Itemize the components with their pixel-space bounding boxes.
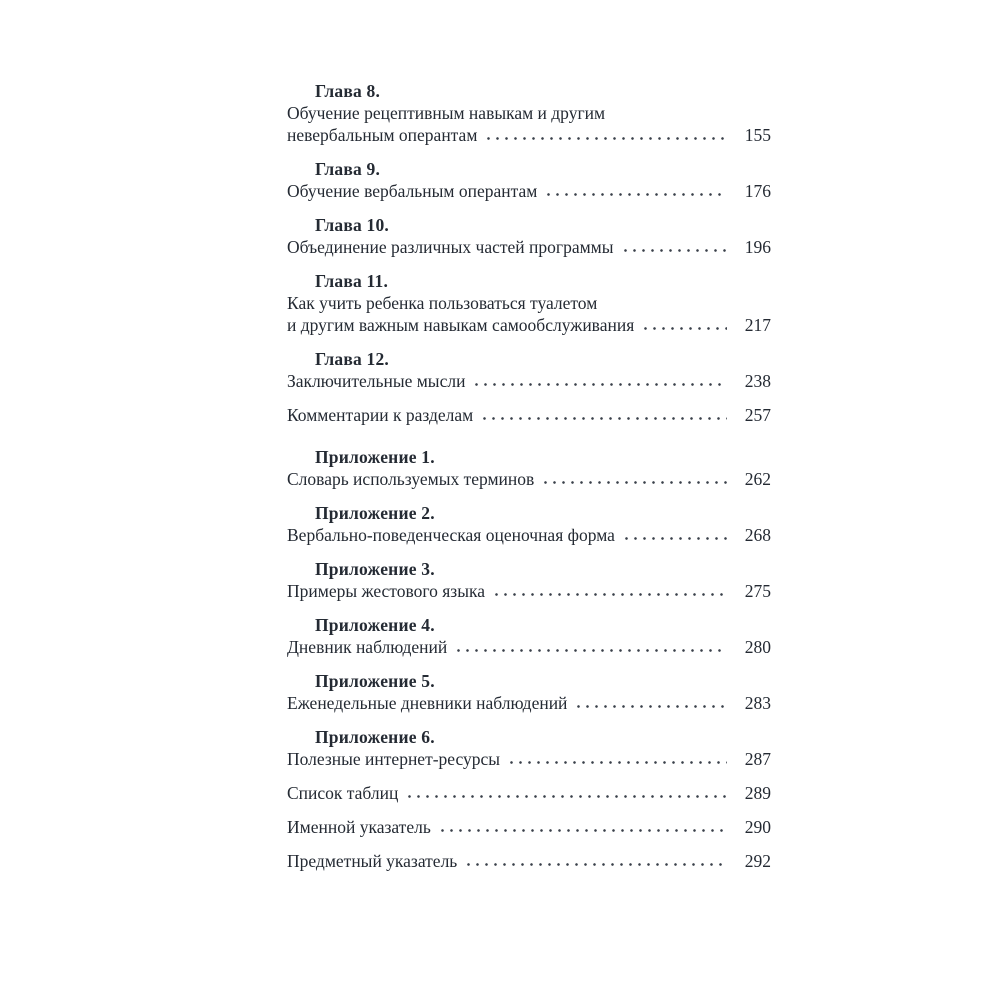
toc-entry-line xyxy=(287,404,771,426)
toc-entry-heading: Глава 12. xyxy=(315,349,389,369)
toc-entry xyxy=(287,446,771,490)
toc-entry-title: Комментарии к разделам xyxy=(287,405,474,425)
toc-entry-line xyxy=(287,236,771,258)
dot-leader xyxy=(621,248,727,253)
toc-entry-page-number: 287 xyxy=(744,749,771,769)
toc-entry xyxy=(287,670,771,714)
toc-entry-line xyxy=(287,748,771,770)
dot-leader xyxy=(464,862,727,867)
toc-entry-page-number: 155 xyxy=(744,125,771,145)
toc-entry-title: Полезные интернет-ресурсы xyxy=(287,749,501,769)
toc-entry-title: Дневник наблюдений xyxy=(287,637,448,657)
toc-entry-title: Словарь используемых терминов xyxy=(287,469,535,489)
toc-entry-page-number: 280 xyxy=(744,637,771,657)
toc-entry-line xyxy=(287,580,771,602)
dot-leader xyxy=(438,828,727,833)
toc-entry-title: Еженедельные дневники наблюдений xyxy=(287,693,568,713)
dot-leader xyxy=(405,794,727,799)
toc-entry-page-number: 283 xyxy=(744,693,771,713)
toc-entry-title: Объединение различных частей программы xyxy=(287,237,614,257)
toc-entry-line xyxy=(287,124,771,146)
toc-entry-page-number: 275 xyxy=(744,581,771,601)
toc-entry-heading: Приложение 4. xyxy=(315,615,435,635)
toc-entry-title: Примеры жестового языка xyxy=(287,581,485,601)
dot-leader xyxy=(622,536,727,541)
toc-entry-title: Как учить ребенка пользоваться туалетом xyxy=(287,293,598,313)
toc-entry-title: и другим важным навыкам самообслуживания xyxy=(287,315,635,335)
toc-entry-title: Вербально-поведенческая оценочная форма xyxy=(287,525,615,545)
toc-entry-page-number: 196 xyxy=(744,237,771,257)
toc-entry-line xyxy=(287,370,771,392)
toc-entry-line xyxy=(287,782,771,804)
toc-entry xyxy=(287,502,771,546)
toc-entry xyxy=(287,214,771,258)
toc-list xyxy=(287,80,771,884)
toc-entry-line xyxy=(287,468,771,490)
toc-entry-page-number: 257 xyxy=(744,405,771,425)
toc-entry xyxy=(287,782,771,804)
toc-entry-heading: Приложение 1. xyxy=(315,447,435,467)
toc-entry-page-number: 292 xyxy=(744,851,771,871)
toc-entry-page-number: 176 xyxy=(744,181,771,201)
toc-entry xyxy=(287,80,771,146)
toc-entry-page-number: 262 xyxy=(744,469,771,489)
dot-leader xyxy=(454,648,727,653)
toc-entry-line xyxy=(287,816,771,838)
toc-entry xyxy=(287,404,771,426)
toc-entry-heading: Глава 11. xyxy=(315,271,389,291)
toc-entry-page-number: 290 xyxy=(744,817,771,837)
toc-entry-line xyxy=(287,692,771,714)
toc-entry-page-number: 289 xyxy=(744,783,771,803)
toc-entry-line xyxy=(287,524,771,546)
dot-leader xyxy=(484,136,727,141)
toc-entry-line xyxy=(287,850,771,872)
toc-entry xyxy=(287,850,771,872)
dot-leader xyxy=(541,480,727,485)
toc-entry xyxy=(287,270,771,336)
dot-leader xyxy=(641,326,727,331)
toc-entry-title: Обучение вербальным оперантам xyxy=(287,181,538,201)
toc-entry-title: Предметный указатель xyxy=(287,851,458,871)
toc-entry xyxy=(287,348,771,392)
toc-entry-heading: Приложение 5. xyxy=(315,671,435,691)
dot-leader xyxy=(507,760,727,765)
dot-leader xyxy=(480,416,727,421)
toc-entry-line xyxy=(287,180,771,202)
toc-entry-line xyxy=(287,314,771,336)
toc-entry-heading: Глава 8. xyxy=(315,81,381,101)
toc-entry-page-number: 268 xyxy=(744,525,771,545)
toc-entry-title: Список таблиц xyxy=(287,783,399,803)
toc-entry-line xyxy=(287,102,771,124)
toc-entry xyxy=(287,816,771,838)
toc-entry-title: Заключительные мысли xyxy=(287,371,466,391)
toc-entry xyxy=(287,614,771,658)
toc-entry-title: невербальным оперантам xyxy=(287,125,478,145)
toc-entry-line xyxy=(287,292,771,314)
toc-entry-heading: Приложение 2. xyxy=(315,503,435,523)
toc-entry xyxy=(287,158,771,202)
toc-entry-line xyxy=(287,636,771,658)
toc-entry-title: Именной указатель xyxy=(287,817,431,837)
dot-leader xyxy=(574,704,727,709)
toc-entry-heading: Глава 9. xyxy=(315,159,381,179)
dot-leader xyxy=(492,592,727,597)
toc-entry xyxy=(287,726,771,770)
toc-entry-title: Обучение рецептивным навыкам и другим xyxy=(287,103,606,123)
dot-leader xyxy=(472,382,727,387)
dot-leader xyxy=(544,192,727,197)
toc-entry-heading: Глава 10. xyxy=(315,215,389,235)
toc-entry-page-number: 217 xyxy=(744,315,771,335)
toc-entry-page-number: 238 xyxy=(744,371,771,391)
toc-entry xyxy=(287,558,771,602)
toc-entry-heading: Приложение 3. xyxy=(315,559,435,579)
toc-entry-heading: Приложение 6. xyxy=(315,727,435,747)
